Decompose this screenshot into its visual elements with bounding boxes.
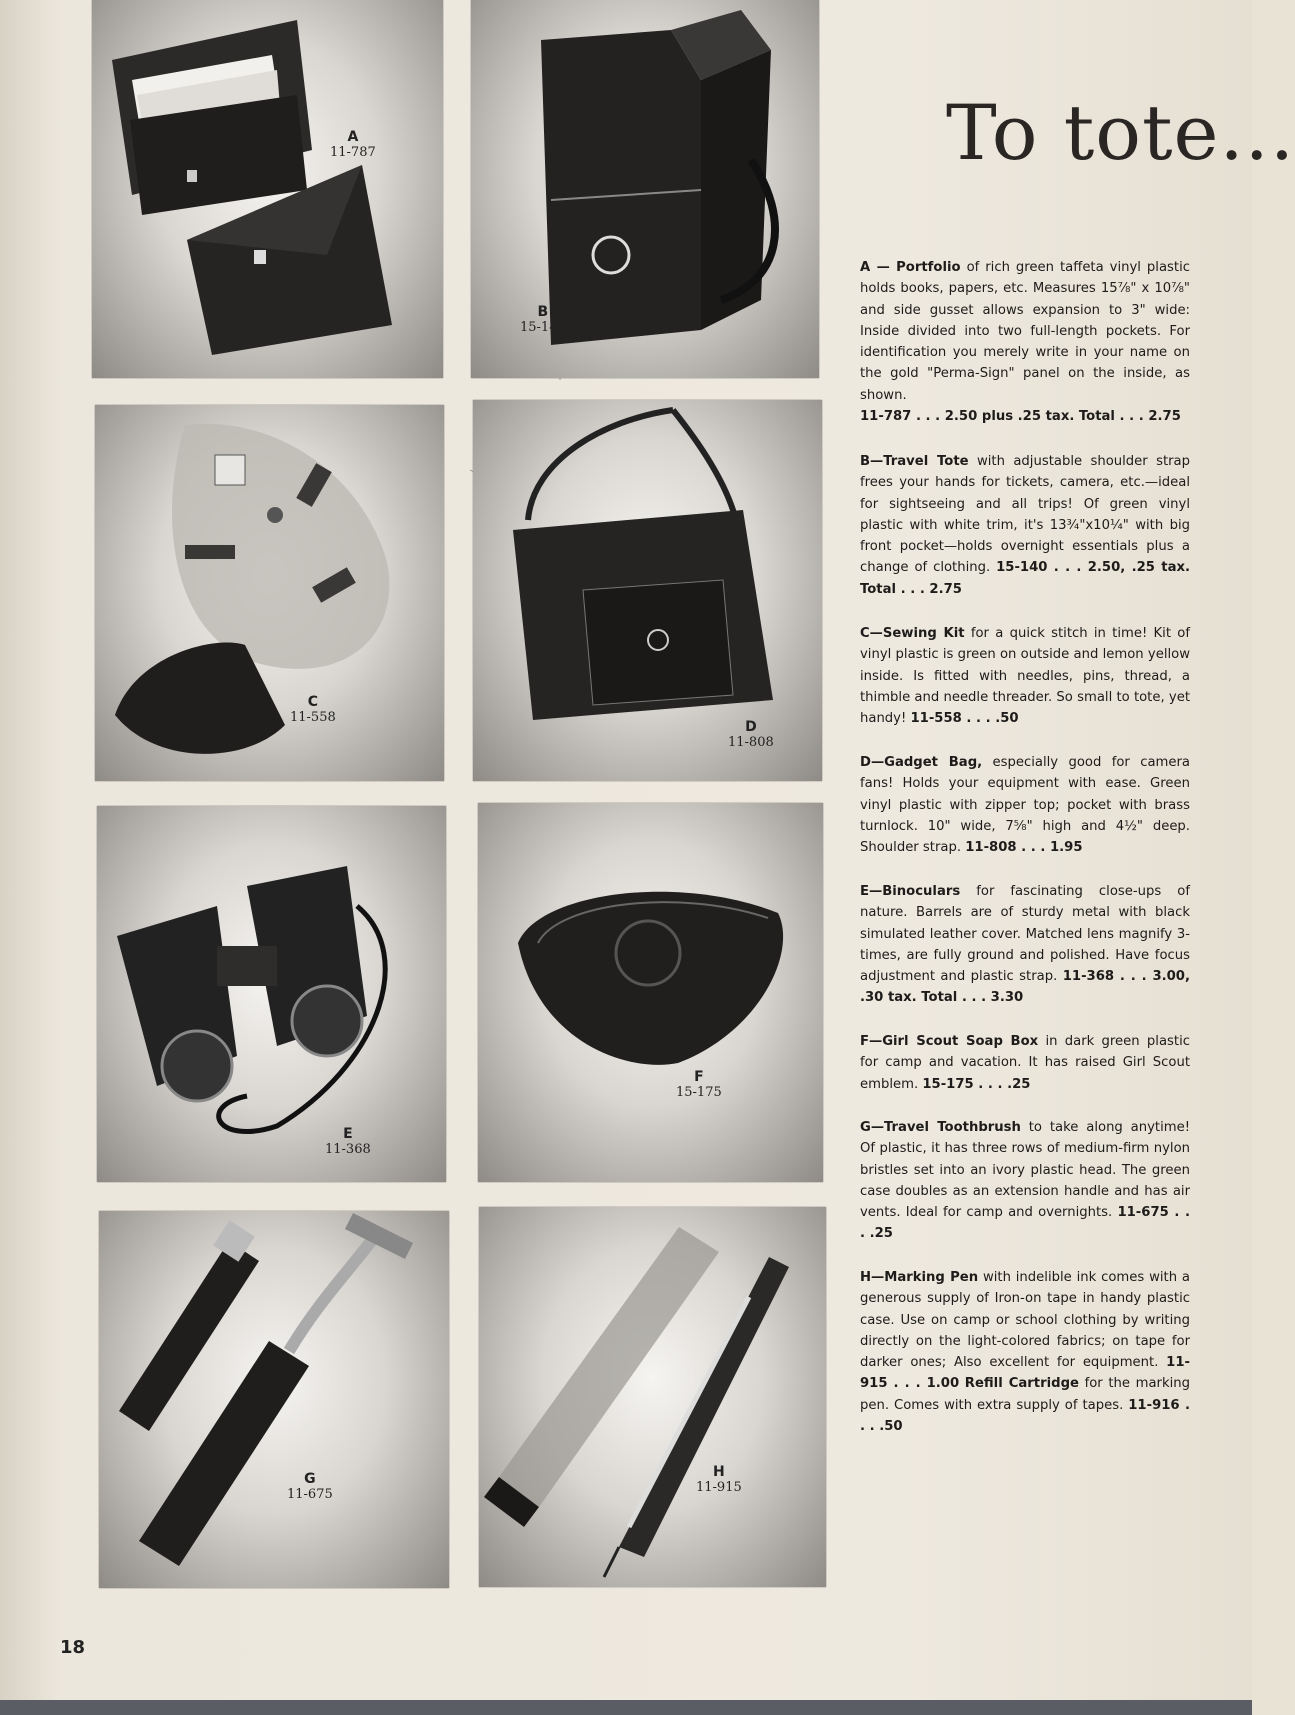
label-h: H 11-915	[696, 1464, 742, 1495]
photo-soap-box	[478, 803, 823, 1182]
refill-price: 11-916 . . . .50	[860, 1397, 1190, 1435]
product-price-g: 11-675 . . . .25	[860, 1205, 1190, 1242]
refill-name: Refill Cartridge	[964, 1376, 1079, 1392]
product-text-c: for a quick stitch in time! Kit of vinyl plastic is green on outside and lemon yellow inside. Is fitted with needles, pins, thread, a thimble and needle threader. So small to tote, yet handy!	[860, 626, 1190, 727]
photo-binoculars	[97, 806, 446, 1182]
description-d	[860, 752, 1190, 858]
product-price-b: 15-140 . . . 2.50, .25 tax. Total . . . 2.75	[860, 560, 1190, 597]
refill-text: for the marking pen. Comes with extra supply of tapes.	[860, 1376, 1190, 1413]
label-c: C 11-558	[290, 694, 336, 725]
soap-box-illustration	[478, 803, 823, 1182]
label-a: A 11-787	[330, 129, 376, 160]
product-text-d: especially good for camera fans! Holds your equipment with ease. Green vinyl plastic with zipper top; pocket with brass turnlock. 10" wide, 7⅝" high and 4½" deep. Shoulder strap.	[860, 755, 1190, 856]
product-text-f: in dark green plastic for camp and vacation. It has raised Girl Scout emblem.	[860, 1034, 1190, 1092]
toothbrush-illustration	[99, 1211, 449, 1588]
description-f	[860, 1031, 1190, 1095]
product-name-d: D—Gadget Bag,	[860, 755, 983, 770]
description-c	[860, 623, 1190, 729]
page-title: To tote...	[946, 88, 1295, 177]
product-text-g: to take along anytime! Of plastic, it has three rows of medium-firm nylon bristles set into an ivory plastic head. The green case doubles as an extension handle and has air vents. Ideal for camp and overnights.	[860, 1120, 1190, 1221]
product-name-b: B—Travel Tote	[860, 454, 969, 469]
product-price-c: 11-558 . . . .50	[910, 711, 1019, 727]
marking-pen-illustration	[479, 1207, 826, 1587]
product-name-f: F—Girl Scout Soap Box	[860, 1034, 1039, 1049]
label-g: G 11-675	[287, 1471, 333, 1502]
photo-sewing-kit	[95, 405, 444, 781]
sewing-kit-illustration	[95, 405, 444, 781]
description-a	[860, 257, 1190, 427]
label-e: E 11-368	[325, 1126, 371, 1157]
product-name-a: A — Portfolio	[860, 260, 961, 275]
product-name-e: E—Binoculars	[860, 884, 961, 899]
product-text-a: of rich green taffeta vinyl plastic holds books, papers, etc. Measures 15⅞" x 10⅞" and side gusset allows expansion to 3" wide: Inside divided into two full-length pockets. For identification you merely write in your name on the gold "Perma-Sign" panel on the inside, as shown.	[860, 260, 1190, 403]
product-price-h: 11-915 . . . 1.00	[860, 1355, 1190, 1392]
photo-marking-pen	[479, 1207, 826, 1587]
description-b	[860, 451, 1190, 600]
product-price-e: 11-368 . . . 3.00, .30 tax. Total . . . 3.30	[860, 969, 1190, 1006]
portfolio-illustration	[92, 0, 443, 378]
product-price-d: 11-808 . . . 1.95	[965, 840, 1083, 856]
product-price-a: 11-787 . . . 2.50 plus .25 tax. Total . . . 2.75	[860, 409, 1181, 425]
description-e	[860, 881, 1190, 1009]
scan-background-strip	[0, 1700, 1252, 1715]
page-number: 18	[60, 1637, 86, 1658]
product-name-c: C—Sewing Kit	[860, 626, 965, 641]
binoculars-illustration	[97, 806, 446, 1182]
label-b: B 15-140	[520, 304, 566, 335]
product-text-h: with indelible ink comes with a generous supply of Iron-on tape in handy plastic case. Use on camp or school clothing by writing directly on the light-colored fabrics; on tape for darker ones; Also excellent for equipment.	[860, 1270, 1190, 1371]
description-g	[860, 1117, 1190, 1245]
label-d: D 11-808	[728, 719, 774, 750]
description-h	[860, 1267, 1190, 1437]
product-name-h: H—Marking Pen	[860, 1270, 979, 1285]
product-text-b: with adjustable shoulder strap frees your hands for tickets, camera, etc.—ideal for sightseeing and all trips! Of green vinyl plastic with white trim, it's 13¾"x10¼" with big front pocket—holds overnight essentials plus a change of clothing.	[860, 454, 1190, 576]
product-name-g: G—Travel Toothbrush	[860, 1120, 1021, 1135]
label-f: F 15-175	[676, 1069, 722, 1100]
product-text-e: for fascinating close-ups of nature. Barrels are of sturdy metal with black simulated leather cover. Matched lens magnify 3-times, are fully ground and polished. Have focus adjustment and plastic strap.	[860, 884, 1190, 985]
product-price-f: 15-175 . . . .25	[922, 1076, 1031, 1092]
photo-toothbrush	[99, 1211, 449, 1588]
photo-portfolio	[92, 0, 443, 378]
